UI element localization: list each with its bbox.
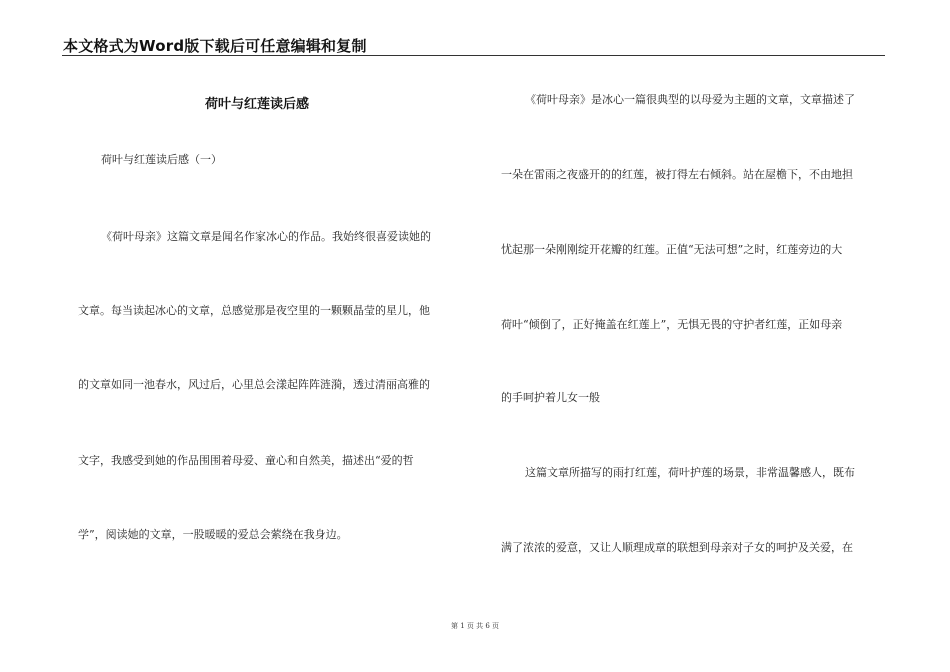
page-number: 第 1 页 共 6 页 — [450, 622, 500, 630]
right-line-6: 满了浓浓的爱意，又让人顺理成章的联想到母亲对子女的呵护及关爱，在 — [501, 541, 853, 554]
left-line-5: 学”，阅读她的文章，一股暖暖的爱总会萦绕在我身边。 — [78, 528, 348, 541]
left-line-4: 文字，我感受到她的作品围围着母爱、童心和自然美，描述出“爱的哲 — [78, 454, 414, 467]
right-line-2: 忧起那一朵刚刚绽开花瓣的红莲。正值“无法可想”之时，红莲旁边的大 — [501, 243, 843, 256]
header-title: 本文格式为Word版下载后可任意编辑和复制 — [63, 37, 367, 55]
right-line-4: 的手呵护着儿女一般 — [501, 391, 600, 404]
left-line-1: 《荷叶母亲》这篇文章是闻名作家冰心的作品。我始终很喜爱读她的 — [101, 230, 431, 243]
document-title: 荷叶与红莲读后感 — [205, 97, 310, 112]
right-line-3: 荷叶“倾倒了，正好掩盖在红莲上”，无惧无畏的守护者红莲，正如母亲 — [501, 318, 843, 331]
left-line-0: 荷叶与红莲读后感（一） — [101, 153, 222, 166]
left-line-2: 文章。每当读起冰心的文章，总感觉那是夜空里的一颗颗晶莹的星儿，他 — [78, 304, 430, 317]
right-line-5: 这篇文章所描写的雨打红莲，荷叶护莲的场景，非常温馨感人，既布 — [525, 466, 855, 479]
header-rule — [62, 55, 885, 56]
right-line-0: 《荷叶母亲》是冰心一篇很典型的以母爱为主题的文章，文章描述了 — [525, 93, 855, 106]
right-line-1: 一朵在雷雨之夜盛开的的红莲，被打得左右倾斜。站在屋檐下，不由地担 — [501, 168, 853, 181]
left-line-3: 的文章如同一池春水，风过后，心里总会漾起阵阵涟漪，透过清丽高雅的 — [78, 378, 430, 391]
